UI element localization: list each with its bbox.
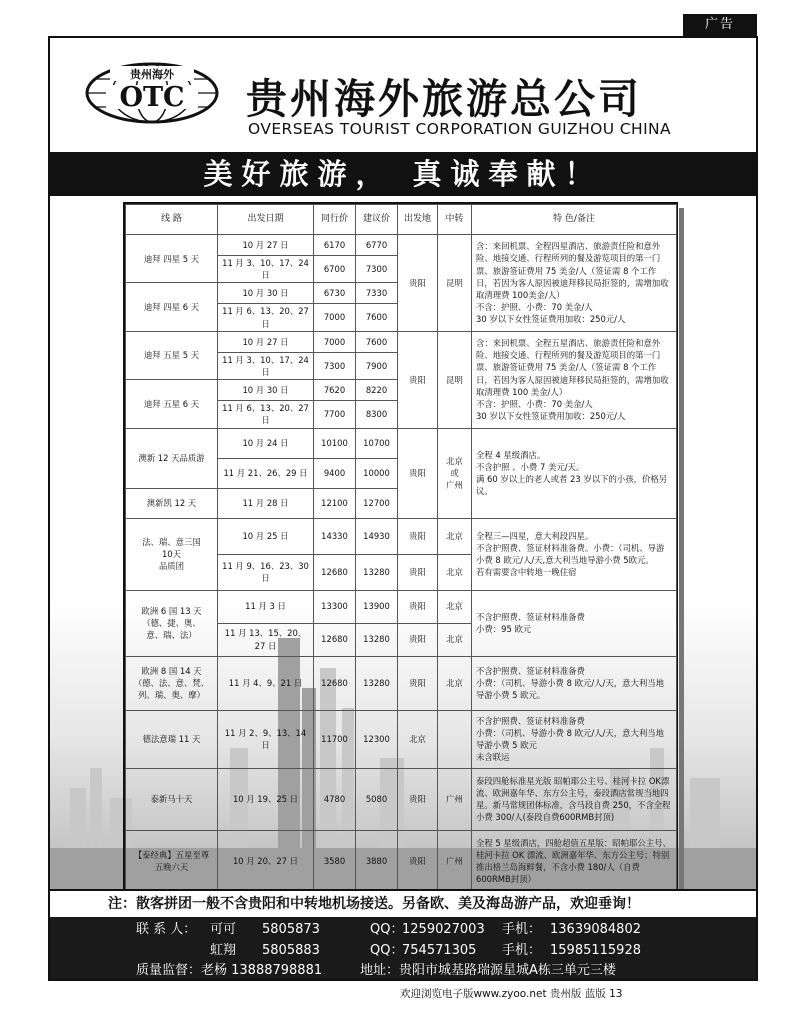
notes-cell: 不含护照费、签证材料准备费 小费：（司机、导游小费 8 欧元/人/天，意大利当地导游小费 5 欧元。 [472, 656, 677, 710]
suggested-price: 7300 [356, 256, 398, 283]
transit-cell: 北京 [438, 623, 472, 656]
tour-price-table-frame [123, 202, 678, 912]
date-cell: 10 月 19、25 日 [218, 768, 314, 830]
notice-text: 注：散客拼团一般不含贵阳和中转地机场接送。另备欧、美及海岛游产品，欢迎垂询！ [50, 889, 756, 917]
date-cell: 11 月 3 日 [218, 590, 314, 623]
col-header-route: 线 路 [126, 205, 218, 235]
suggested-price: 14930 [356, 518, 398, 554]
col-header-transit: 中转 [438, 205, 472, 235]
origin-cell: 贵阳 [398, 830, 438, 892]
origin-cell: 贵阳 [398, 590, 438, 623]
suggested-price: 5080 [356, 768, 398, 830]
transit-cell: 北京 [438, 554, 472, 590]
transit-cell [438, 710, 472, 768]
table-row [126, 331, 677, 352]
contact-row-3 [50, 960, 756, 981]
transit-cell: 北京 [438, 590, 472, 623]
trade-price: 6730 [314, 283, 356, 304]
route-name: 德法意瑞 11 天 [126, 710, 218, 768]
suggested-price: 12300 [356, 710, 398, 768]
suggested-price: 8220 [356, 380, 398, 401]
notes-cell: 全程 4 星级酒店。 不含护照 、小费 7 美元/天。 满 60 岁以上的老人或者 23 岁以下的小孩，价格另议。 [472, 428, 677, 518]
date-cell: 11 月 9、16、23、30 日 [218, 554, 314, 590]
trade-price: 7000 [314, 331, 356, 352]
suggested-price: 7900 [356, 352, 398, 379]
notes-cell: 不含护照费、签证材料准备费 小费：（司机、导游小费 8 欧元/人/天，意大利当地导游小费 5 欧元 未含联运 [472, 710, 677, 768]
contact-bar [50, 917, 756, 981]
trade-price: 6700 [314, 256, 356, 283]
date-cell: 11 月 6、13、20、27 日 [218, 304, 314, 331]
origin-cell: 北京 [398, 710, 438, 768]
date-cell: 11 月 2、9、13、14 日 [218, 710, 314, 768]
qq-label-2: QQ： [370, 943, 404, 958]
route-name: 泰新马十天 [126, 768, 218, 830]
slogan-text: 美好旅游， 真诚奉献！ [203, 157, 603, 191]
page-footer: 欢迎浏览电子版www.zyoo.net 贵州版 蓝版 13 [400, 988, 623, 1000]
notes-cell: 泰段四舱标准星光版 昭帕耶公主号、桂河卡拉 OK漂流、欧洲嘉年华、东方公主号，泰段酒店常规当地四星。新马常规团体标准，含马段自费 250，不含全程小费 300/人(泰段自费600RMB封顶) [472, 768, 677, 830]
suggested-price: 7600 [356, 304, 398, 331]
route-name: 欧洲 8 国 14 天 （德、法、意、梵、 列、瑞、奥、摩） [126, 656, 218, 710]
contact-row-1 [50, 919, 756, 940]
date-cell: 11 月 4、9、21 日 [218, 656, 314, 710]
notes-cell: 全程三—四星，意大利段四星。 不含护照费、签证材料准备费。小费：（司机、导游小费 8 欧元/人/天,意大利当地导游小费 5欧元。 若有需要含中转地一晚住宿 [472, 518, 677, 590]
route-name: 法、瑞、意三国 10天 品质团 [126, 518, 218, 590]
col-header-suggested-price: 建议价 [356, 205, 398, 235]
suggested-price: 8300 [356, 401, 398, 428]
origin-cell: 贵阳 [398, 656, 438, 710]
trade-price: 7000 [314, 304, 356, 331]
col-header-date: 出发日期 [218, 205, 314, 235]
advertisement-page [48, 36, 758, 981]
table-row [126, 428, 677, 458]
trade-price: 9400 [314, 458, 356, 488]
table-row [126, 590, 677, 623]
table-row [126, 710, 677, 768]
origin-cell: 贵阳 [398, 428, 438, 518]
date-cell: 11 月 3、10、17、24 日 [218, 256, 314, 283]
suggested-price: 7600 [356, 331, 398, 352]
suggested-price: 3880 [356, 830, 398, 892]
contact-name-1: 可可 [210, 922, 237, 937]
date-cell: 11 月 21、26、29 日 [218, 458, 314, 488]
route-name: 欧洲 6 国 13 天 （德、捷、奥、 意、瑞、法） [126, 590, 218, 656]
transit-cell: 北京 或 广州 [438, 428, 472, 518]
address-text: 地址：贵阳市城基路瑞源星城A栋三单元三楼 [360, 963, 616, 978]
origin-cell: 贵阳 [398, 554, 438, 590]
route-name: 澳新 12 天品质游 [126, 428, 218, 488]
trade-price: 13300 [314, 590, 356, 623]
notes-cell: 全程 5 星级酒店，四舱超值五星版：昭帕耶公主号、桂河卡拉 OK 漂流、欧洲嘉年华、东方公主号；特别推出格兰岛海鲜餐，不含小费 180/人（自费600RMB封顶） [472, 830, 677, 892]
transit-cell: 昆明 [438, 331, 472, 428]
suggested-price: 10000 [356, 458, 398, 488]
trade-price: 3580 [314, 830, 356, 892]
trade-price: 12680 [314, 623, 356, 656]
logo-chinese-text: 贵州海外 [130, 68, 174, 81]
table-row [126, 656, 677, 710]
origin-cell: 贵阳 [398, 331, 438, 428]
transit-cell: 广州 [438, 830, 472, 892]
transit-cell: 广州 [438, 768, 472, 830]
quality-supervisor: 质量监督：老杨 13888798881 [136, 963, 323, 978]
origin-cell: 贵阳 [398, 518, 438, 554]
route-name: 澳新凯 12 天 [126, 488, 218, 518]
table-row [126, 518, 677, 554]
mobile-number-1: 13639084802 [550, 922, 641, 937]
trade-price: 7620 [314, 380, 356, 401]
suggested-price: 13280 [356, 554, 398, 590]
suggested-price: 13900 [356, 590, 398, 623]
date-cell: 10 月 20、27 日 [218, 830, 314, 892]
date-cell: 10 月 30 日 [218, 380, 314, 401]
notes-cell: 含：来回机票、全程四星酒店、旅游责任险和意外险、地接交通、行程所列的餐及游览项目的第一门票、旅游签证费用 75 美金/人（签证需 8 个工作日，若因为客人原因被迪拜移民局拒签的，需增加收取清理费 100美金/人） 不含：护照、小费：70 美金/人 30 岁以下女性签证费用加收：250元/人 [472, 235, 677, 332]
date-cell: 11 月 3、10、17、24 日 [218, 352, 314, 379]
trade-price: 12680 [314, 656, 356, 710]
tour-price-table [125, 204, 677, 893]
contact-label: 联 系 人： [136, 922, 197, 937]
qq-label-1: QQ： [370, 922, 404, 937]
route-name: 【泰经典】五星至尊 五晚六天 [126, 830, 218, 892]
trade-price: 11700 [314, 710, 356, 768]
origin-cell: 贵阳 [398, 768, 438, 830]
suggested-price: 7330 [356, 283, 398, 304]
transit-cell: 昆明 [438, 235, 472, 332]
col-header-trade-price: 同行价 [314, 205, 356, 235]
ad-tag: 广告 [683, 14, 757, 36]
otc-globe-logo [84, 62, 220, 124]
contact-phone-2: 5805883 [262, 943, 320, 958]
date-cell: 11 月 13、15、20、27 日 [218, 623, 314, 656]
date-cell: 10 月 27 日 [218, 331, 314, 352]
col-header-notes: 特 色/备注 [472, 205, 677, 235]
route-name: 迪拜 五星 6 天 [126, 380, 218, 428]
transit-cell: 北京 [438, 518, 472, 554]
trade-price: 7300 [314, 352, 356, 379]
notes-cell: 不含护照费、签证材料准备费 小费：95 欧元 [472, 590, 677, 656]
mobile-label-1: 手机： [502, 922, 542, 937]
transit-cell: 北京 [438, 656, 472, 710]
origin-cell: 贵阳 [398, 623, 438, 656]
trade-price: 12100 [314, 488, 356, 518]
date-cell: 11 月 28 日 [218, 488, 314, 518]
date-cell: 10 月 27 日 [218, 235, 314, 256]
qq-number-1: 1259027003 [402, 922, 485, 937]
contact-phone-1: 5805873 [262, 922, 320, 937]
contact-name-2: 虹翔 [210, 943, 237, 958]
suggested-price: 6770 [356, 235, 398, 256]
table-row [126, 768, 677, 830]
suggested-price: 13280 [356, 623, 398, 656]
route-name: 迪拜 四星 6 天 [126, 283, 218, 331]
date-cell: 10 月 30 日 [218, 283, 314, 304]
qq-number-2: 754571305 [402, 943, 477, 958]
table-header-row [126, 205, 677, 235]
trade-price: 12680 [314, 554, 356, 590]
route-name: 迪拜 四星 5 天 [126, 235, 218, 283]
date-cell: 10 月 25 日 [218, 518, 314, 554]
logo-otc-text: OTC [119, 82, 185, 113]
contact-row-2 [50, 940, 756, 961]
trade-price: 10100 [314, 428, 356, 458]
trade-price: 7700 [314, 401, 356, 428]
origin-cell: 贵阳 [398, 235, 438, 332]
company-name: 贵州海外旅游总公司 [246, 75, 642, 123]
company-english-name: OVERSEAS TOURIST CORPORATION GUIZHOU CHINA [248, 120, 672, 138]
date-cell: 11 月 6、13、20、27 日 [218, 401, 314, 428]
table-row [126, 830, 677, 892]
mobile-label-2: 手机： [502, 943, 542, 958]
trade-price: 14330 [314, 518, 356, 554]
suggested-price: 13280 [356, 656, 398, 710]
col-header-origin: 出发地 [398, 205, 438, 235]
slogan-bar [50, 152, 756, 196]
trade-price: 4780 [314, 768, 356, 830]
notes-cell: 含：来回机票、全程五星酒店、旅游责任险和意外险、地接交通、行程所列的餐及游览项目的第一门票、旅游签证费用 75 美金/人（签证需 8 个工作日，若因为客人原因被迪拜移民局拒签的，需增加收取清理费 100 美金/人） 不含：护照、小费：70 美金/人 30 岁以下女性签证费用加收：250元/人 [472, 331, 677, 428]
table-row [126, 235, 677, 256]
mobile-number-2: 15985115928 [550, 943, 641, 958]
suggested-price: 12700 [356, 488, 398, 518]
route-name: 迪拜 五星 5 天 [126, 331, 218, 379]
suggested-price: 10700 [356, 428, 398, 458]
date-cell: 10 月 24 日 [218, 428, 314, 458]
trade-price: 6170 [314, 235, 356, 256]
